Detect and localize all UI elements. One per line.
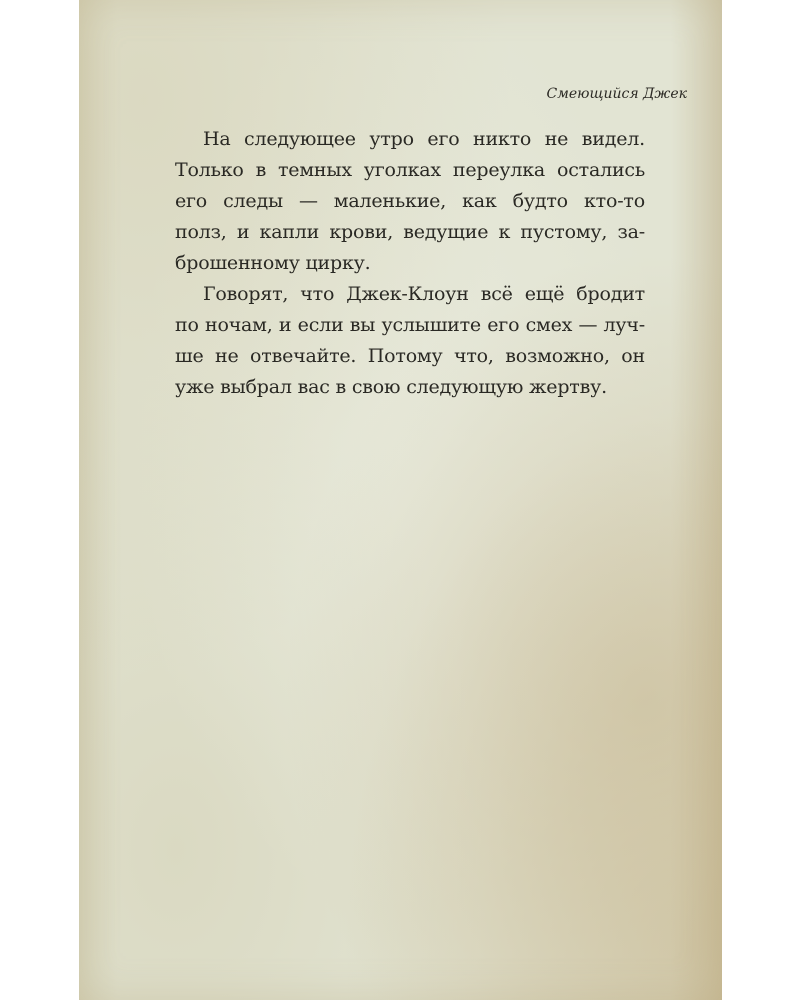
book-page <box>79 0 722 1000</box>
text-line: по ночам, и если вы услышите его смех — луч- <box>175 314 645 336</box>
text-line: его следы — маленькие, как будто кто-то <box>175 190 645 212</box>
running-head: Смеющийся Джек <box>546 86 687 102</box>
text-line: Только в темных уголках переулка остались <box>175 159 645 181</box>
text-line: На следующее утро его никто не видел. <box>203 128 645 150</box>
text-line: брошенному цирку. <box>175 252 371 274</box>
paragraph <box>175 124 645 279</box>
body-text <box>175 124 645 403</box>
paragraph <box>175 279 645 403</box>
text-line: полз, и капли крови, ведущие к пустому, за- <box>175 221 645 243</box>
text-line: ше не отвечайте. Потому что, возможно, он <box>175 345 645 367</box>
text-line: Говорят, что Джек-Клоун всё ещё бродит <box>203 283 645 305</box>
text-line: уже выбрал вас в свою следующую жертву. <box>175 376 607 398</box>
